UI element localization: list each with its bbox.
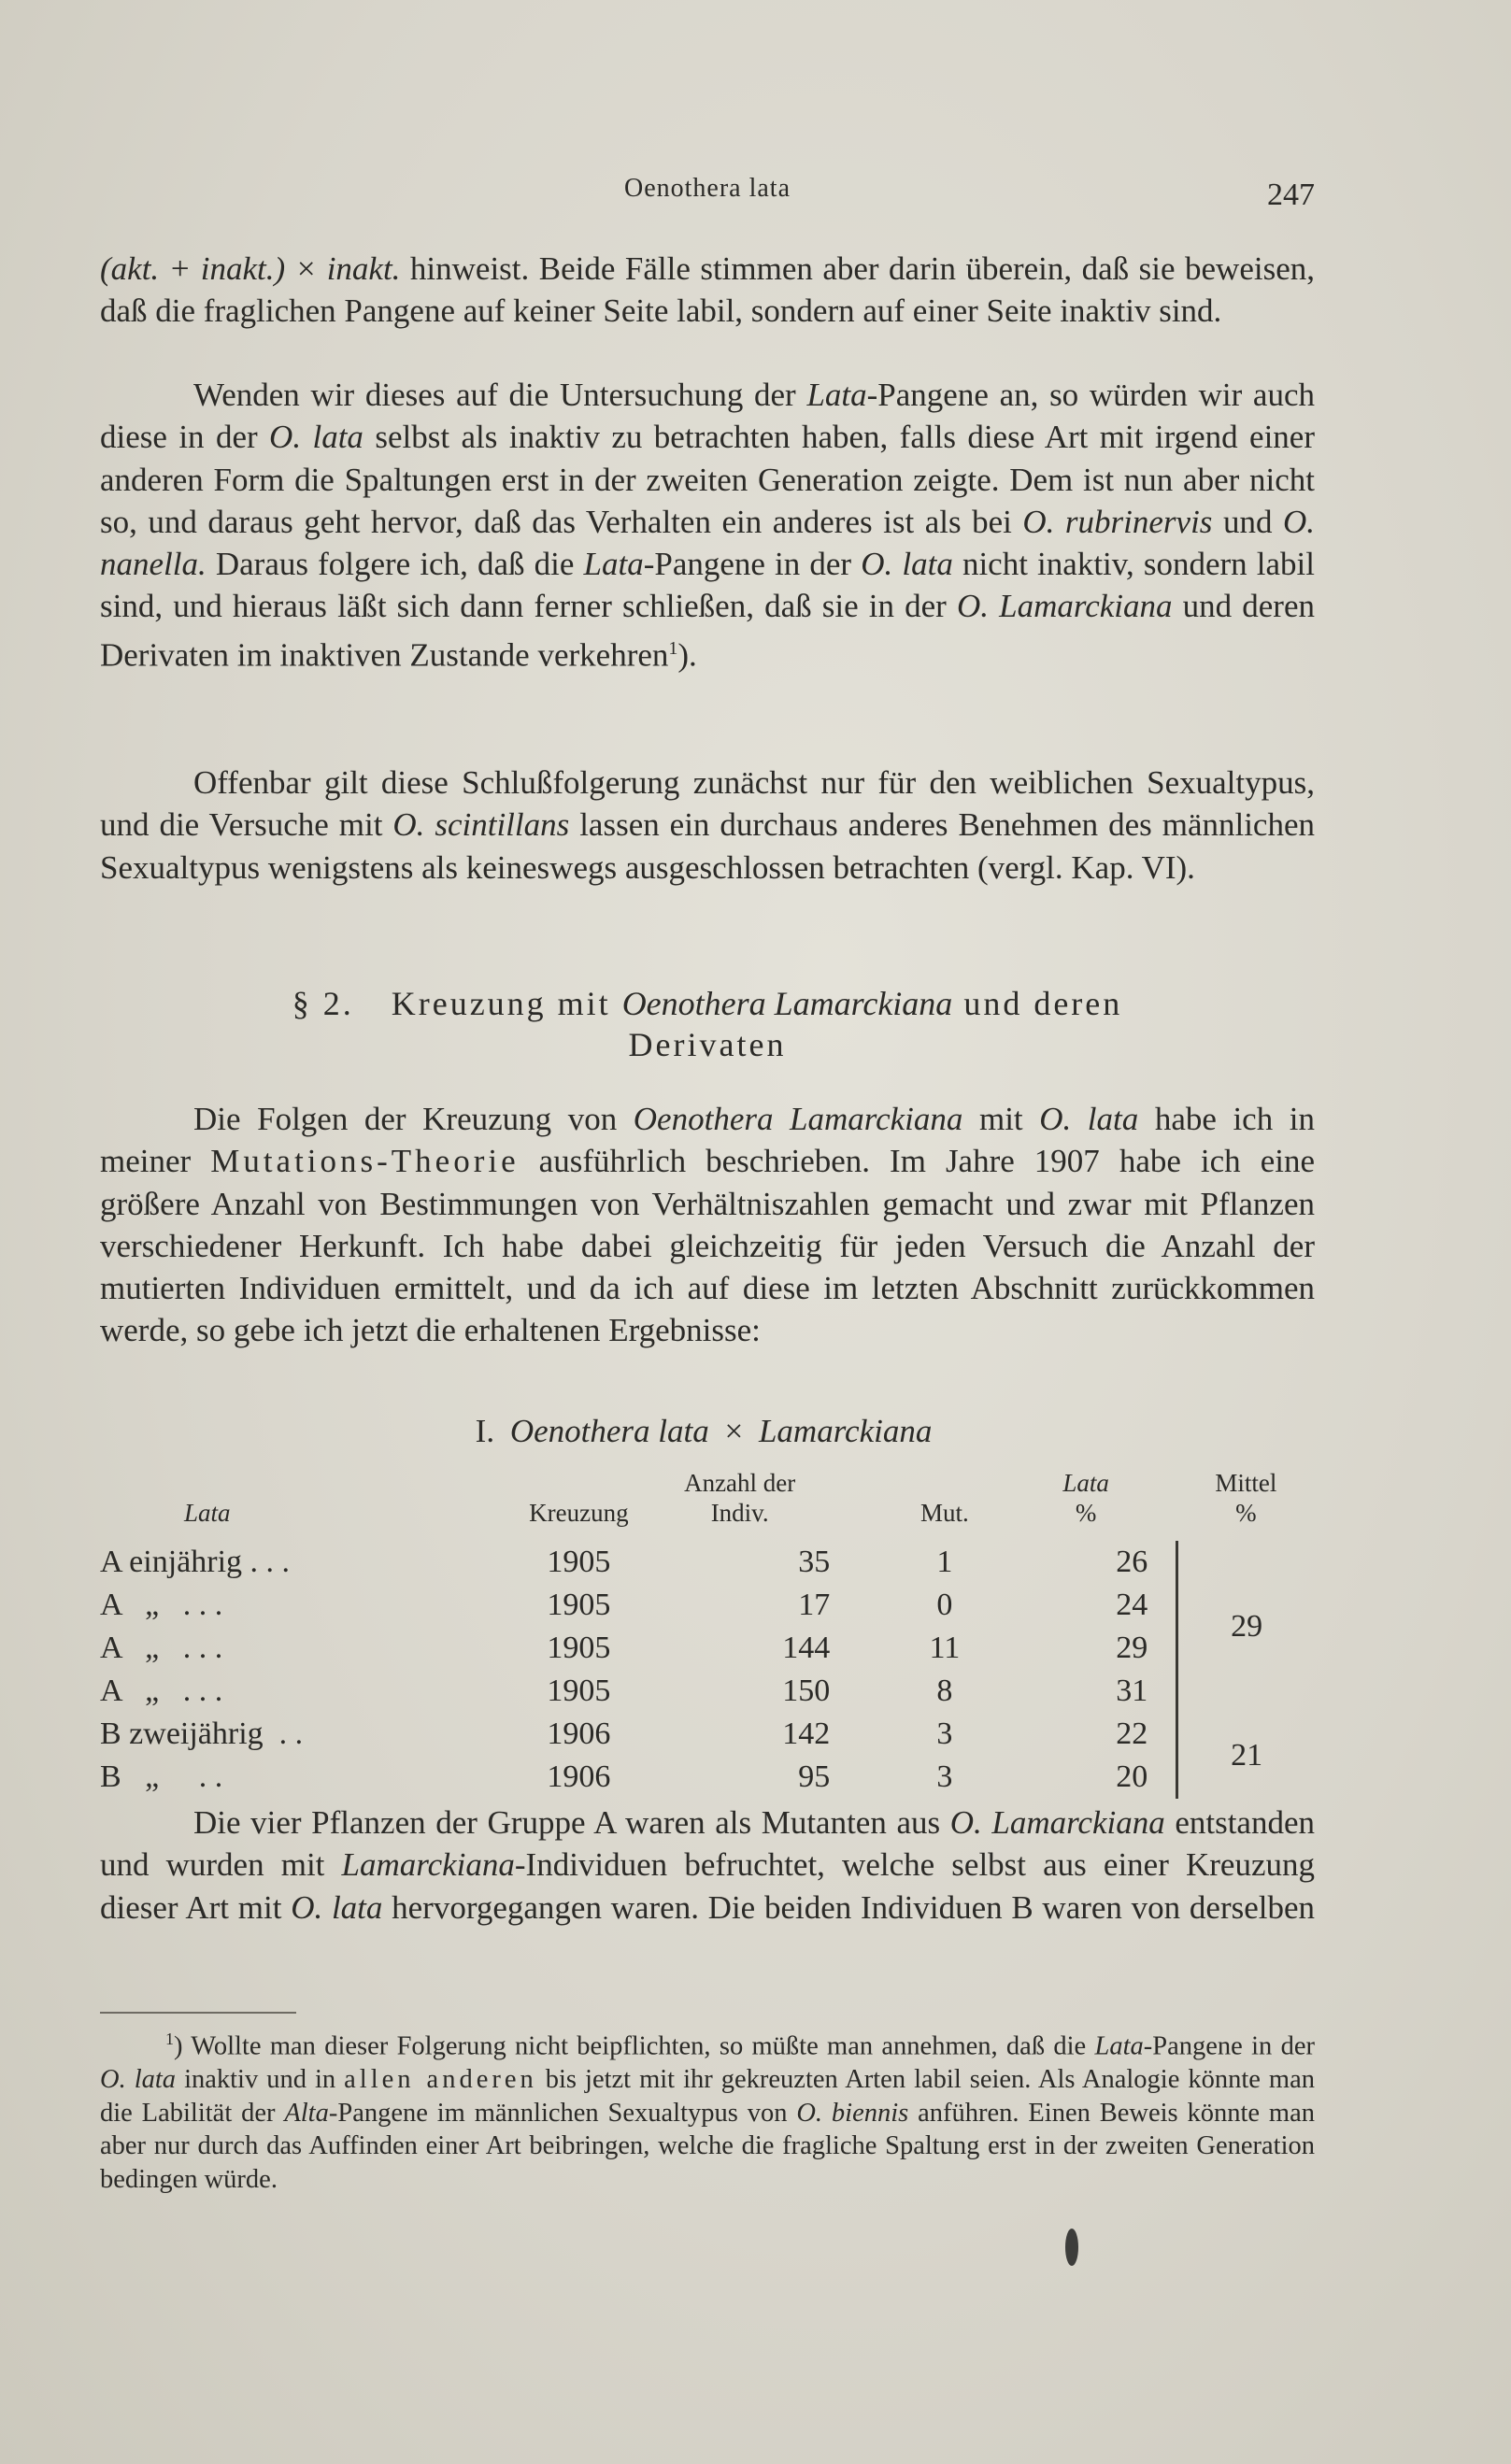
- footnote-mark: 1: [165, 2030, 174, 2048]
- section-number: § 2.: [292, 985, 354, 1022]
- formula-italic: (akt. + inakt.) × inakt.: [100, 250, 401, 287]
- paragraph-1: (akt. + inakt.) × inakt. hinweist. Beide Fälle stimmen aber darin überein, daß sie beweisen, daß die fraglichen Pangene auf keiner Seite labil, sondern auf einer Seite inaktiv sind.: [100, 250, 1315, 330]
- ink-blot: [1065, 2229, 1078, 2266]
- table-row: B „ . . 1906 95 3 20: [100, 1756, 1315, 1799]
- mittel-group-b: 21: [1231, 1738, 1263, 1773]
- footnote-divider: [100, 2012, 296, 2014]
- table-row: A „ . . . 1905 17 0 24: [100, 1584, 1315, 1627]
- running-title: Oenothera lata: [623, 174, 791, 203]
- spaced-emphasis: Mutations-Theorie: [210, 1143, 520, 1180]
- table-header-row: Lata Kreuzung Anzahl der Indiv. Mut. Lata % Mittel %: [184, 1469, 1277, 1527]
- table-row: A „ . . . 1905 144 11 29: [100, 1627, 1315, 1670]
- mittel-group-a: 29: [1231, 1609, 1263, 1644]
- paragraph-4: Die Folgen der Kreuzung von Oenothera Lamarckiana mit O. lata habe ich in meiner Mutations-Theorie ausführlich beschrieben. Im Jahre 1907 habe ich eine größere Anzahl von Bestimmungen von Verhältniszahlen gemacht und zwar mit Pflanzen verschiedener Herkunft. Ich habe dabei gleichzeitig für jeden Versuch die Anzahl der mutierten Individuen ermittelt, und da ich auf diese im letzten Abschnitt zurückkommen werde, so gebe ich jetzt die erhaltenen Ergebnisse:: [100, 1101, 1316, 1349]
- page-header: [100, 166, 1315, 213]
- table-row: B zweijährig . . 1906 142 3 22 21: [100, 1713, 1315, 1756]
- paragraph-3: Offenbar gilt diese Schlußfolgerung zunächst nur für den weiblichen Sexualtypus, und die Versuche mit O. scintillans lassen ein durchaus anderes Benehmen des männlichen Sexualtypus wenigstens als keineswegs ausgeschlossen betrachten (vergl. Kap. VI).: [100, 764, 1315, 886]
- paragraph-5: Die vier Pflanzen der Gruppe A waren als Mutanten aus O. Lamarckiana entstanden und wurden mit Lamarckiana-Individuen befruchtet, welche selbst aus einer Kreuzung dieser Art mit O. lata hervorgegangen waren. Die beiden Individuen B waren von derselben: [100, 1804, 1316, 1926]
- footnote-reference[interactable]: 1: [668, 637, 678, 659]
- paragraph-2: Wenden wir dieses auf die Untersuchung der Lata-Pangene an, so würden wir auch diese in der O. lata selbst als inaktiv zu betrachten haben, falls diese Art mit irgend einer anderen Form die Spaltungen erst in der zweiten Generation zeigte. Dem ist nun aber nicht so, und daraus geht hervor, daß das Verhalten ein anderes ist als bei O. rubrinervis und O. nanella. Daraus folgere ich, daß die Lata-Pangene in der O. lata nicht inaktiv, sondern labil sind, und hieraus läßt sich dann ferner schließen, daß sie in der O. Lamarckiana und deren Derivaten im inaktiven Zustande verkehren$^1$).: [100, 377, 1316, 674]
- section-heading: § 2. Kreuzung mit Oenothera Lamarckiana und deren Derivaten: [292, 985, 1123, 1063]
- footnote: $^1$) Wollte man dieser Folgerung nicht beipflichten, so müßte man annehmen, daß die Lata-Pangene in der O. lata inaktiv und in allen anderen bis jetzt mit ihr gekreuzten Arten labil seien. Als Analogie könnte man die Labilität der Alta-Pangene im männlichen Sexualtypus von O. biennis anführen. Einen Beweis könnte man aber nur durch das Auffinden einer Art beibringen, welche die fragliche Spaltung erst in der zweiten Generation bedingen würde.: [100, 2030, 1316, 2194]
- results-table: [100, 1467, 1315, 1799]
- table-title: I. Oenothera lata × Lamarckiana: [475, 1413, 933, 1449]
- table-row: A „ . . . 1905 150 8 31: [100, 1670, 1315, 1713]
- page-number: 247: [1267, 178, 1315, 212]
- table-row: A einjährig . . . 1905 35 1 26 29: [100, 1541, 1315, 1584]
